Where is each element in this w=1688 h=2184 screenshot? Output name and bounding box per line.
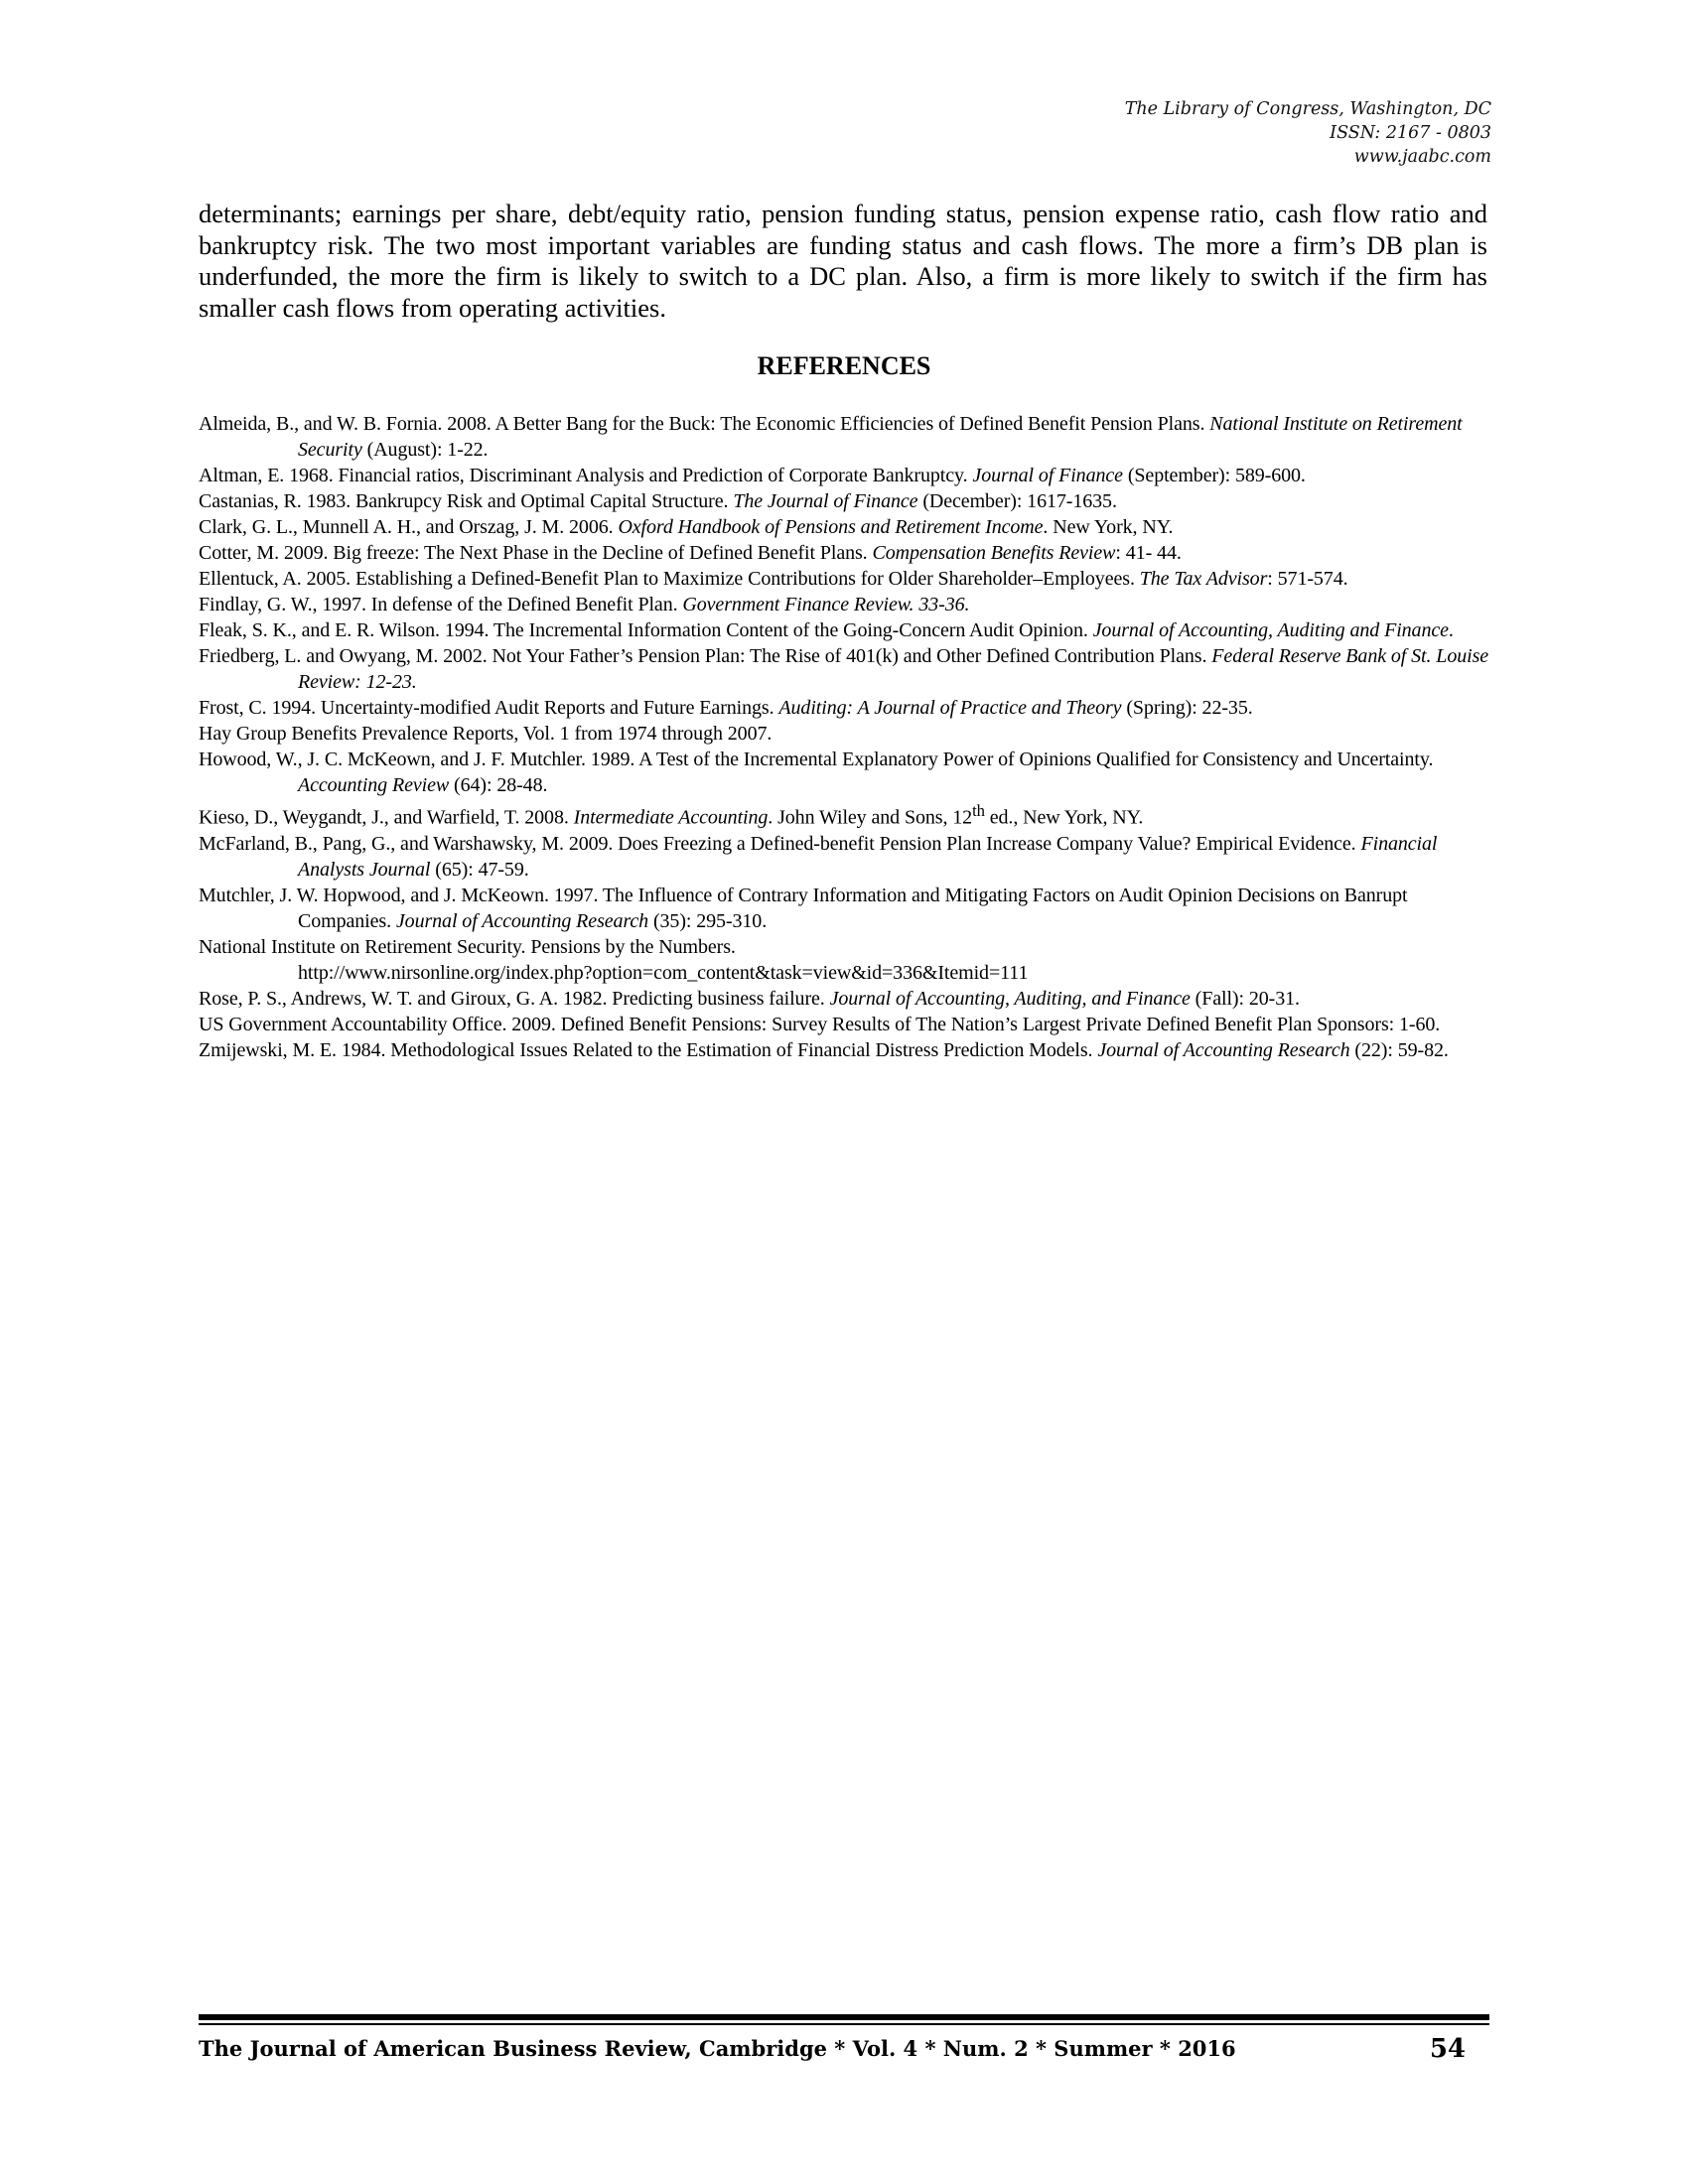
reference-source-title: Journal of Accounting, Auditing and Finance bbox=[1092, 619, 1449, 641]
reference-text: Rose, P. S., Andrews, W. T. and Giroux, G. A. 1982. Predicting business failure. bbox=[199, 987, 830, 1010]
header-publisher: The Library of Congress, Washington, DC bbox=[1124, 99, 1491, 119]
reference-text: McFarland, B., Pang, G., and Warshawsky, M. 2009. Does Freezing a Defined-benefit Pension Plan Increase Company Value? Empirical Evidence. bbox=[199, 832, 1361, 855]
reference-source-title: Journal of Accounting Research bbox=[1097, 1038, 1350, 1061]
reference-entry bbox=[199, 463, 1489, 488]
reference-details: (22): 59-82. bbox=[1349, 1038, 1449, 1061]
reference-entry bbox=[199, 798, 1489, 831]
reference-url: http://www.nirsonline.org/index.php?option=com_content&task=view&id=336&Itemid=111 bbox=[298, 961, 1029, 984]
reference-text: Almeida, B., and W. B. Fornia. 2008. A Better Bang for the Buck: The Economic Efficiencies of Defined Benefit Pension Plans. bbox=[199, 413, 1210, 435]
reference-entry bbox=[199, 831, 1489, 883]
reference-details: (Spring): 22-35. bbox=[1121, 697, 1253, 719]
reference-entry bbox=[199, 934, 1489, 986]
reference-text: National Institute on Retirement Security. Pensions by the Numbers. bbox=[199, 935, 736, 958]
reference-text: Zmijewski, M. E. 1984. Methodological Issues Related to the Estimation of Financial Distress Prediction Models. bbox=[199, 1038, 1098, 1061]
reference-entry bbox=[199, 695, 1489, 721]
reference-entry bbox=[199, 488, 1489, 514]
body-paragraph: determinants; earnings per share, debt/equity ratio, pension funding status, pension expense ratio, cash flow ratio and bankruptcy risk. The two most important variables are funding status and cash flows. The more a firm’s DB plan is underfunded, the more the firm is likely to switch to a DC plan. Also, a firm is more likely to switch if the firm has smaller cash flows from operating activities. bbox=[199, 199, 1487, 323]
reference-source-title: Accounting Review bbox=[298, 774, 450, 796]
reference-details: ed., New York, NY. bbox=[984, 806, 1144, 829]
reference-text: Howood, W., J. C. McKeown, and J. F. Mutchler. 1989. A Test of the Incremental Explanatory Power of Opinions Qualified for Consistency and Uncertainty. bbox=[199, 749, 1434, 770]
reference-entry bbox=[199, 617, 1489, 643]
reference-details: (65): 47-59. bbox=[430, 858, 529, 881]
reference-text: Clark, G. L., Munnell A. H., and Orszag, J. M. 2006. bbox=[199, 516, 619, 538]
reference-text: Kieso, D., Weygandt, J., and Warfield, T. 2008. bbox=[199, 806, 574, 829]
footer-journal-info: The Journal of American Business Review, Cambridge * Vol. 4 * Num. 2 * Summer * 2016 bbox=[199, 2036, 1236, 2061]
reference-source-title: Oxford Handbook of Pensions and Retirement Income bbox=[618, 516, 1044, 538]
references-heading: REFERENCES bbox=[757, 351, 931, 380]
reference-text: US Government Accountability Office. 2009. Defined Benefit Pensions: Survey Results of The Nation’s Largest Private Defined Benefit Plan Sponsors: 1-60. bbox=[199, 1013, 1441, 1035]
reference-entry bbox=[199, 1012, 1489, 1037]
reference-details: : 41- 44. bbox=[1115, 542, 1182, 564]
reference-source-title: The Tax Advisor bbox=[1139, 568, 1268, 590]
reference-source-title: Compensation Benefits Review bbox=[872, 542, 1116, 564]
reference-source-title: Journal of Accounting Research bbox=[395, 909, 649, 932]
reference-superscript: th bbox=[972, 801, 985, 820]
reference-details: (September): 589-600. bbox=[1122, 465, 1306, 486]
reference-details: (December): 1617-1635. bbox=[917, 490, 1117, 512]
reference-entry bbox=[199, 514, 1489, 540]
reference-source-title: The Journal of Finance bbox=[733, 490, 918, 512]
footer-rule-thick bbox=[199, 2014, 1489, 2020]
reference-entry bbox=[199, 540, 1489, 566]
page-number: 54 bbox=[1429, 2034, 1466, 2064]
reference-source-title: Government Finance Review. 33-36. bbox=[682, 594, 970, 615]
reference-entry bbox=[199, 883, 1489, 934]
reference-source-title: Journal of Finance bbox=[972, 465, 1123, 486]
reference-text: Cotter, M. 2009. Big freeze: The Next Phase in the Decline of Defined Benefit Plans. bbox=[199, 542, 873, 564]
reference-details: (August): 1-22. bbox=[361, 439, 489, 461]
reference-source-title: Federal Reserve Bank of St. Louise Review: 12-23. bbox=[298, 645, 1489, 693]
header-website: www.jaabc.com bbox=[1353, 147, 1491, 167]
reference-entry bbox=[199, 986, 1489, 1012]
reference-details: . John Wiley and Sons, 12 bbox=[768, 806, 973, 829]
page-footer bbox=[199, 2032, 1489, 2068]
reference-entry bbox=[199, 566, 1489, 592]
footer-rule-thin bbox=[199, 2023, 1489, 2025]
reference-details: (64): 28-48. bbox=[449, 774, 548, 796]
reference-entry bbox=[199, 592, 1489, 617]
reference-entry bbox=[199, 411, 1489, 463]
reference-text: Hay Group Benefits Prevalence Reports, Vol. 1 from 1974 through 2007. bbox=[199, 723, 773, 745]
reference-entry bbox=[199, 721, 1489, 747]
reference-source-title: Auditing: A Journal of Practice and Theory bbox=[778, 697, 1122, 719]
references-list bbox=[199, 411, 1489, 1063]
reference-text: Altman, E. 1968. Financial ratios, Discriminant Analysis and Prediction of Corporate Bankruptcy. bbox=[199, 465, 973, 486]
reference-source-title: Journal of Accounting, Auditing, and Finance bbox=[829, 987, 1191, 1010]
header-issn: ISSN: 2167 - 0803 bbox=[1330, 123, 1491, 143]
reference-details: . New York, NY. bbox=[1043, 516, 1174, 538]
reference-details: : 571-574. bbox=[1267, 568, 1348, 590]
reference-text: Friedberg, L. and Owyang, M. 2002. Not Your Father’s Pension Plan: The Rise of 401(k) and Other Defined Contribution Plans. bbox=[199, 645, 1212, 667]
running-header bbox=[1125, 97, 1491, 169]
reference-source-title: National Institute on Retirement Security bbox=[298, 413, 1463, 461]
reference-text: Mutchler, J. W. Hopwood, and J. McKeown. 1997. The Influence of Contrary Information and Mitigating Factors on Audit Opinion Decisions on Banrupt Companies. bbox=[199, 884, 1408, 932]
reference-entry bbox=[199, 747, 1489, 798]
reference-text: Fleak, S. K., and E. R. Wilson. 1994. The Incremental Information Content of the Going-Concern Audit Opinion. bbox=[199, 619, 1093, 641]
reference-text: Castanias, R. 1983. Bankrupcy Risk and Optimal Capital Structure. bbox=[199, 490, 734, 512]
reference-entry bbox=[199, 643, 1489, 695]
reference-text: Findlay, G. W., 1997. In defense of the Defined Benefit Plan. bbox=[199, 594, 683, 615]
reference-source-title: Financial Analysts Journal bbox=[298, 832, 1438, 881]
reference-details: . bbox=[1448, 619, 1454, 641]
reference-text: Ellentuck, A. 2005. Establishing a Defined-Benefit Plan to Maximize Contributions for Older Shareholder–Employees. bbox=[199, 568, 1140, 590]
reference-source-title: Intermediate Accounting bbox=[573, 806, 769, 829]
reference-details: (Fall): 20-31. bbox=[1190, 987, 1300, 1010]
reference-details: (35): 295-310. bbox=[648, 909, 768, 932]
reference-entry bbox=[199, 1037, 1489, 1063]
reference-text: Frost, C. 1994. Uncertainty-modified Audit Reports and Future Earnings. bbox=[199, 697, 779, 719]
